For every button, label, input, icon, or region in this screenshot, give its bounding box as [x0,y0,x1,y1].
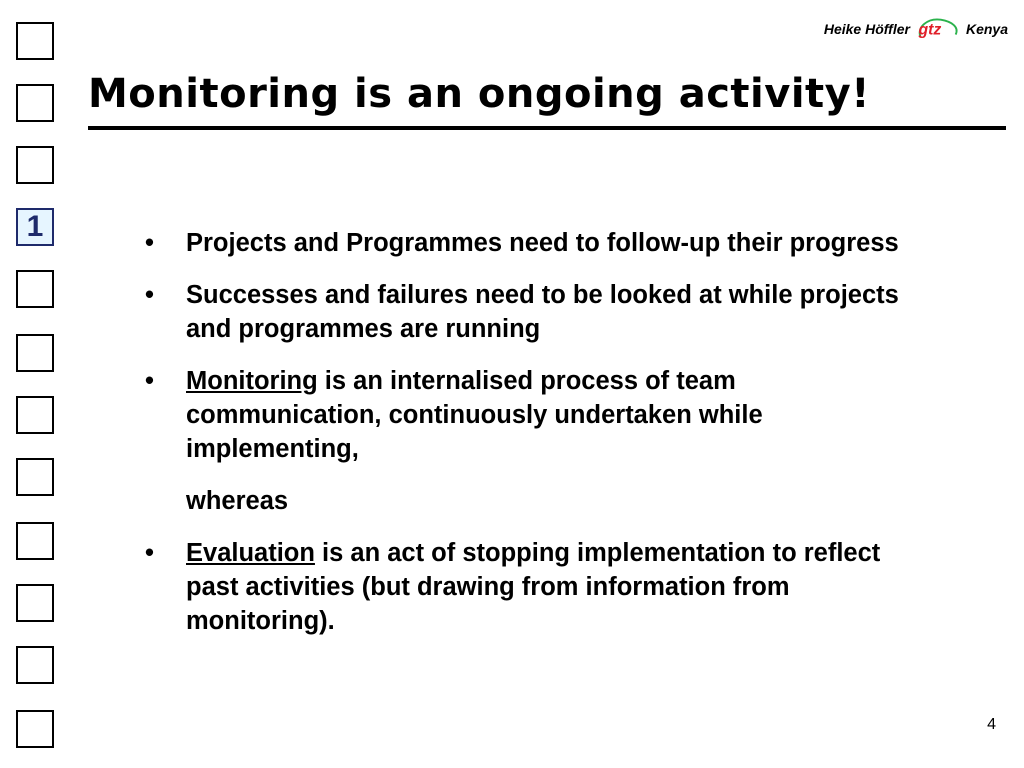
bullet-item-4 [145,536,935,638]
nav-box-2[interactable] [16,84,54,122]
author-name: Heike Höffler [823,21,910,37]
nav-box-5[interactable] [16,270,54,308]
nav-box-9[interactable] [16,522,54,560]
bullet-term-monitoring: Monitoring [186,367,318,395]
nav-box-8[interactable] [16,458,54,496]
nav-box-11[interactable] [16,646,54,684]
nav-box-6[interactable] [16,334,54,372]
slide-title: Monitoring is an ongoing activity! [88,71,870,117]
bullet-item-2 [145,278,935,346]
nav-box-1[interactable] [16,22,54,60]
bullet-dot-icon: • [145,539,154,567]
header-credit [824,16,1008,42]
nav-box-10[interactable] [16,584,54,622]
title-underline-divider [88,126,1006,130]
nav-box-12[interactable] [16,710,54,748]
page-number: 4 [987,716,996,733]
gtz-logo-icon [914,16,962,42]
bullet-text: Successes and failures need to be looked at while projects and programmes are running [186,281,899,343]
nav-box-3[interactable] [16,146,54,184]
nav-box-active[interactable] [16,208,54,246]
bullet-dot-icon: • [145,367,154,395]
bullet-term-evaluation: Evaluation [186,539,315,567]
bullet-text: Projects and Programmes need to follow-up their progress [186,229,899,257]
bullet-item-1 [145,226,935,260]
bullet-dot-icon: • [145,281,154,309]
connector-line: whereas [186,487,289,515]
logo-text: gtz [918,21,942,39]
bullet-dot-icon: • [145,229,154,257]
bullet-text: is an act of stopping implementation to reflect past activities (but drawing from information from monitoring). [186,539,881,635]
slide-content [145,226,935,656]
bullet-item-3 [145,364,935,466]
nav-box-active-label: 1 [26,210,44,243]
nav-box-7[interactable] [16,396,54,434]
bullet-text: is an internalised process of team communication, continuously undertaken while implementing, [186,367,763,463]
region-name: Kenya [965,21,1008,37]
